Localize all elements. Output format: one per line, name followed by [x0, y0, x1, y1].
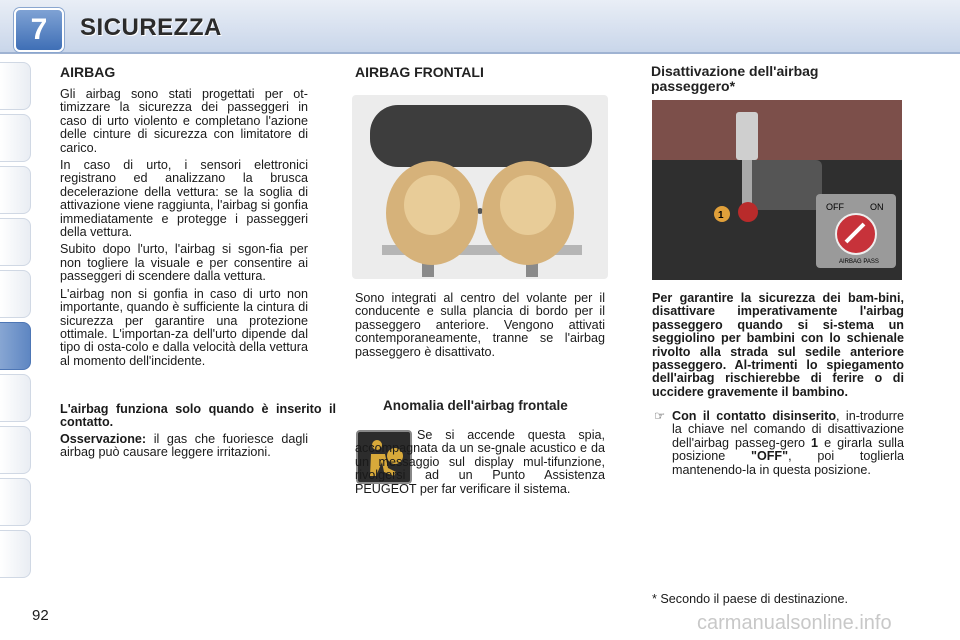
side-tab[interactable] [0, 166, 31, 214]
pointing-hand-icon: ☞ [654, 409, 666, 423]
side-tab[interactable] [0, 374, 31, 422]
chapter-title: SICUREZZA [80, 14, 222, 41]
anomaly-heading: Anomalia dell'airbag frontale [383, 398, 568, 413]
paragraph: L'airbag non si gonfia in caso di urto non importante, quando è sufficiente la cintura di sicurezza per garantire una protezione ottimale. L'importan-za dell'urto dipende dal tipo di osta-colo e dalla velocità della vettura al momento dell'incidente. [60, 286, 308, 368]
deactivation-instruction [652, 410, 904, 477]
photo-callout: 1 [718, 210, 724, 221]
chapter-side-tabs [0, 62, 34, 577]
airbag-illustration [352, 95, 608, 279]
watermark: carmanualsonline.info [697, 612, 892, 634]
instruction-text: e girarla sulla posizione [672, 435, 904, 464]
observation-note [60, 433, 308, 460]
frontal-airbag-heading: AIRBAG FRONTALI [355, 64, 484, 80]
steering-wheel-airbag-photo [352, 95, 608, 279]
deactivation-heading [651, 64, 819, 94]
child-seat-warning: Per garantire la sicurezza dei bam-bini, disattivare imperativamente l'airbag passeggero quando si si-stema un seggiolino per bambini con lo schienale rivolto alla strada sul sedile anteriore passeggero. Al-trimenti lo spiegamento dell'airbag rischierebbe di ferire o di uccidere gravemente il bambino. [652, 291, 904, 399]
panel-caption: AIRBAG PASS [839, 259, 879, 265]
anomaly-text: Se si accende questa spia, accompagnata da un se-gnale acustico e da un messaggio sul display mul-tifunzione, rivolgersi ad un Punto Assistenza PEUGEOT per far verificare il sistema. [355, 428, 605, 496]
airbag-heading: AIRBAG [60, 64, 116, 80]
instruction-off: "OFF" [750, 449, 789, 464]
frontal-airbag-text: Sono integrati al centro del volante per il conducente e sulla plancia di bordo per il passeggero anteriore. Vengono attivati contemporaneamente, tranne se l'airbag passeggero è disattivato. [355, 291, 605, 359]
paragraph: In caso di urto, i sensori elettronici registrano ed analizzano la brusca decelerazione della vettura: se la soglia di attivazione viene raggiunta, l'airbag si gonfia immediatamente e protegge i passeggeri della vettura. [60, 158, 308, 240]
deactivation-heading-line: Disattivazione dell'airbag [651, 63, 819, 79]
side-tab[interactable] [0, 530, 31, 578]
airbag-intro [60, 88, 308, 372]
instruction-bold: Con il contatto disinserito [672, 409, 837, 423]
page-number: 92 [32, 607, 49, 624]
contact-note: L'airbag funziona solo quando è inserito il contatto. [60, 402, 336, 430]
instruction-text: , poi toglierla mantenendo-la in questa posizione. [672, 449, 904, 477]
deactivation-switch-photo [652, 100, 902, 280]
paragraph: Gli airbag sono stati progettati per ot-timizzare la sicurezza dei passeggeri in caso di urto violento e completano l'azione delle cinture di sicurezza con limitatore di carico. [60, 87, 308, 155]
chapter-number-badge: 7 [14, 8, 64, 52]
footnote: * Secondo il paese di destinazione. [652, 592, 849, 606]
side-tab[interactable] [0, 62, 31, 110]
deactivation-heading-line: passeggero* [651, 78, 736, 94]
observation-text: il gas che fuoriesce dagli airbag può causare leggere irritazioni. [60, 432, 308, 460]
observation-label: Osservazione: [60, 432, 147, 446]
side-tab-active[interactable] [0, 322, 31, 370]
side-tab[interactable] [0, 478, 31, 526]
side-tab[interactable] [0, 270, 31, 318]
instruction-number: 1 [811, 435, 819, 450]
panel-off-label: OFF [826, 202, 844, 212]
side-tab[interactable] [0, 114, 31, 162]
side-tab[interactable] [0, 218, 31, 266]
side-tab[interactable] [0, 426, 31, 474]
instruction-text: , in-trodurre la chiave nel comando di disattivazione dell'airbag passeg-gero [672, 409, 905, 450]
paragraph: Subito dopo l'urto, l'airbag si sgon-fia per non togliere la visuale e per consentire ai passeggeri di scendere dalla vettura. [60, 242, 308, 284]
panel-on-label: ON [870, 202, 884, 212]
